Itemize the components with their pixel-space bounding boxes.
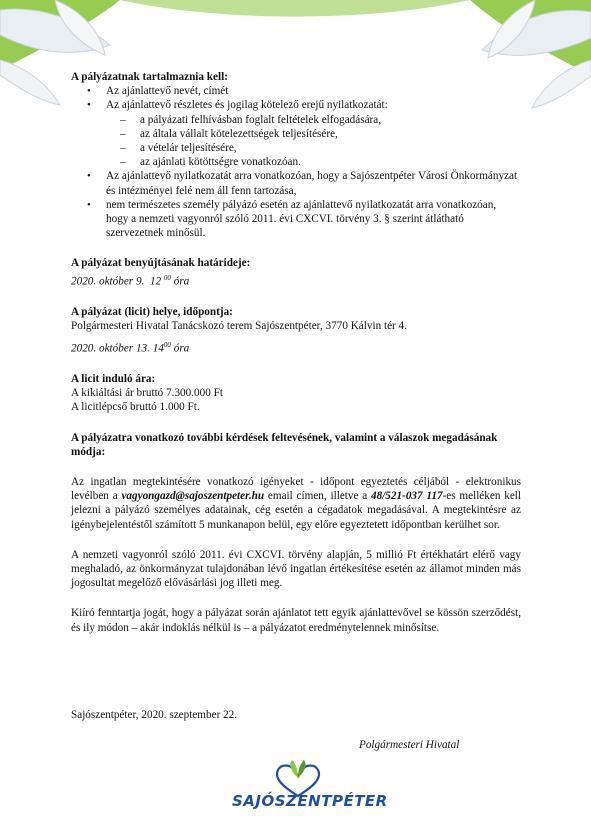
- deadline-value: 2020. október 9. 12 $^{00}$ óra: [71, 273, 190, 288]
- price-line: A kikiáltási ár bruttó 7.300.000 Ft: [71, 387, 223, 400]
- list-item: • nem természetes személy pályázó esetén az ajánlattevő nyilatkozatát arra vonatkozóan, hogy a nemzeti vagyonról szóló 2011. évi CXCVI. törvény 3. § szerint átlátható szervezetnek minősül.: [106, 198, 521, 241]
- venue-text: Polgármesteri Hivatal Tanácskozó terem Sajószentpéter, 3770 Kálvin tér 4.: [71, 319, 407, 332]
- venue-heading: A pályázat (licit) helye, időpontja:: [71, 305, 233, 318]
- list-item: • Az ajánlattevő részletes és jogilag kötelező erejű nyilatkozatát: – a pályázati felhívásban foglalt feltételek elfogadására, – az általa vállalt kötelezettségek teljesítésére, – a vételár teljesítésére, – az ajánlati kötöttségre vonatkozóan.: [106, 98, 521, 169]
- phone-number: 48/521-037 117: [371, 490, 443, 503]
- questions-heading: A pályázatra vonatkozó további kérdések feltevésének, valamint a válaszok megadásának módja:: [71, 431, 498, 458]
- logo-text: SAJÓSZENTPÉTER: [232, 792, 388, 810]
- list-item: – a pályázati felhívásban foglalt feltételek elfogadására,: [140, 113, 521, 127]
- list-item: – az ajánlati kötöttségre vonatkozóan.: [140, 155, 521, 169]
- requirements-heading: A pályázatnak tartalmaznia kell:: [71, 71, 228, 83]
- requirements-list: [71, 84, 521, 240]
- list-item: – a vételár teljesítésére,: [140, 141, 521, 155]
- list-item: • Az ajánlattevő nyilatkozatát arra vonatkozóan, hogy a Sajószentpéter Városi Önkormányzat és intézményei felé nem áll fenn tartozása,: [106, 169, 521, 197]
- deadline-heading: A pályázat benyújtásának határideje:: [71, 257, 251, 270]
- paragraph-preemption: A nemzeti vagyonról szóló 2011. évi CXCVI. törvény alapján, 5 millió Ft értékhatárt elérő vagy meghaladó, az önkormányzat tulajdonában lévő ingatlan értékesítése esetén az államot minden más jogosultat megelőző elővásárlási jog illeti meg.: [71, 548, 521, 590]
- paragraph-reservation: Kiíró fenntartja jogát, hogy a pályázat során ajánlatot tett egyik ajánlattevővel se kössön szerződést, és ily módon – akár indoklás nélkül is – a pályázatot eredménytelennek minősítse.: [71, 607, 521, 634]
- signature: Polgármesteri Hivatal: [359, 739, 460, 751]
- list-item: – az általa vállalt kötelezettségek teljesítésére,: [140, 127, 521, 141]
- email-link[interactable]: vagyongazd@sajoszentpeter.hu: [121, 490, 265, 503]
- place-and-date: Sajószentpéter, 2020. szeptember 22.: [71, 709, 238, 721]
- declaration-sublist: [106, 113, 521, 170]
- city-logo: [232, 758, 388, 832]
- price-heading: A licit induló ára:: [71, 372, 156, 385]
- list-item: • Az ajánlattevő nevét, címét: [106, 84, 521, 98]
- document-body: [71, 70, 521, 635]
- paragraph-viewing: Az ingatlan megtekintésére vonatkozó igényeket - időpont egyeztetés céljából - elektronikus levélben a vagyongazd@sajoszentpeter.hu email címen, illetve a 48/521-037 117-es melléken kell jelezni a pályázó személyes adatainak, cég esetén a cégadatok megadásával. A megtekintésre az igénybejelentéstől számított 5 munkanapon belül, egy előre egyeztetett időpontban kerülhet sor.: [71, 475, 522, 531]
- venue-date: 2020. október 13. $14^{00}$ óra: [71, 340, 190, 355]
- price-line: A licitlépcső bruttó 1.000 Ft.: [71, 401, 200, 414]
